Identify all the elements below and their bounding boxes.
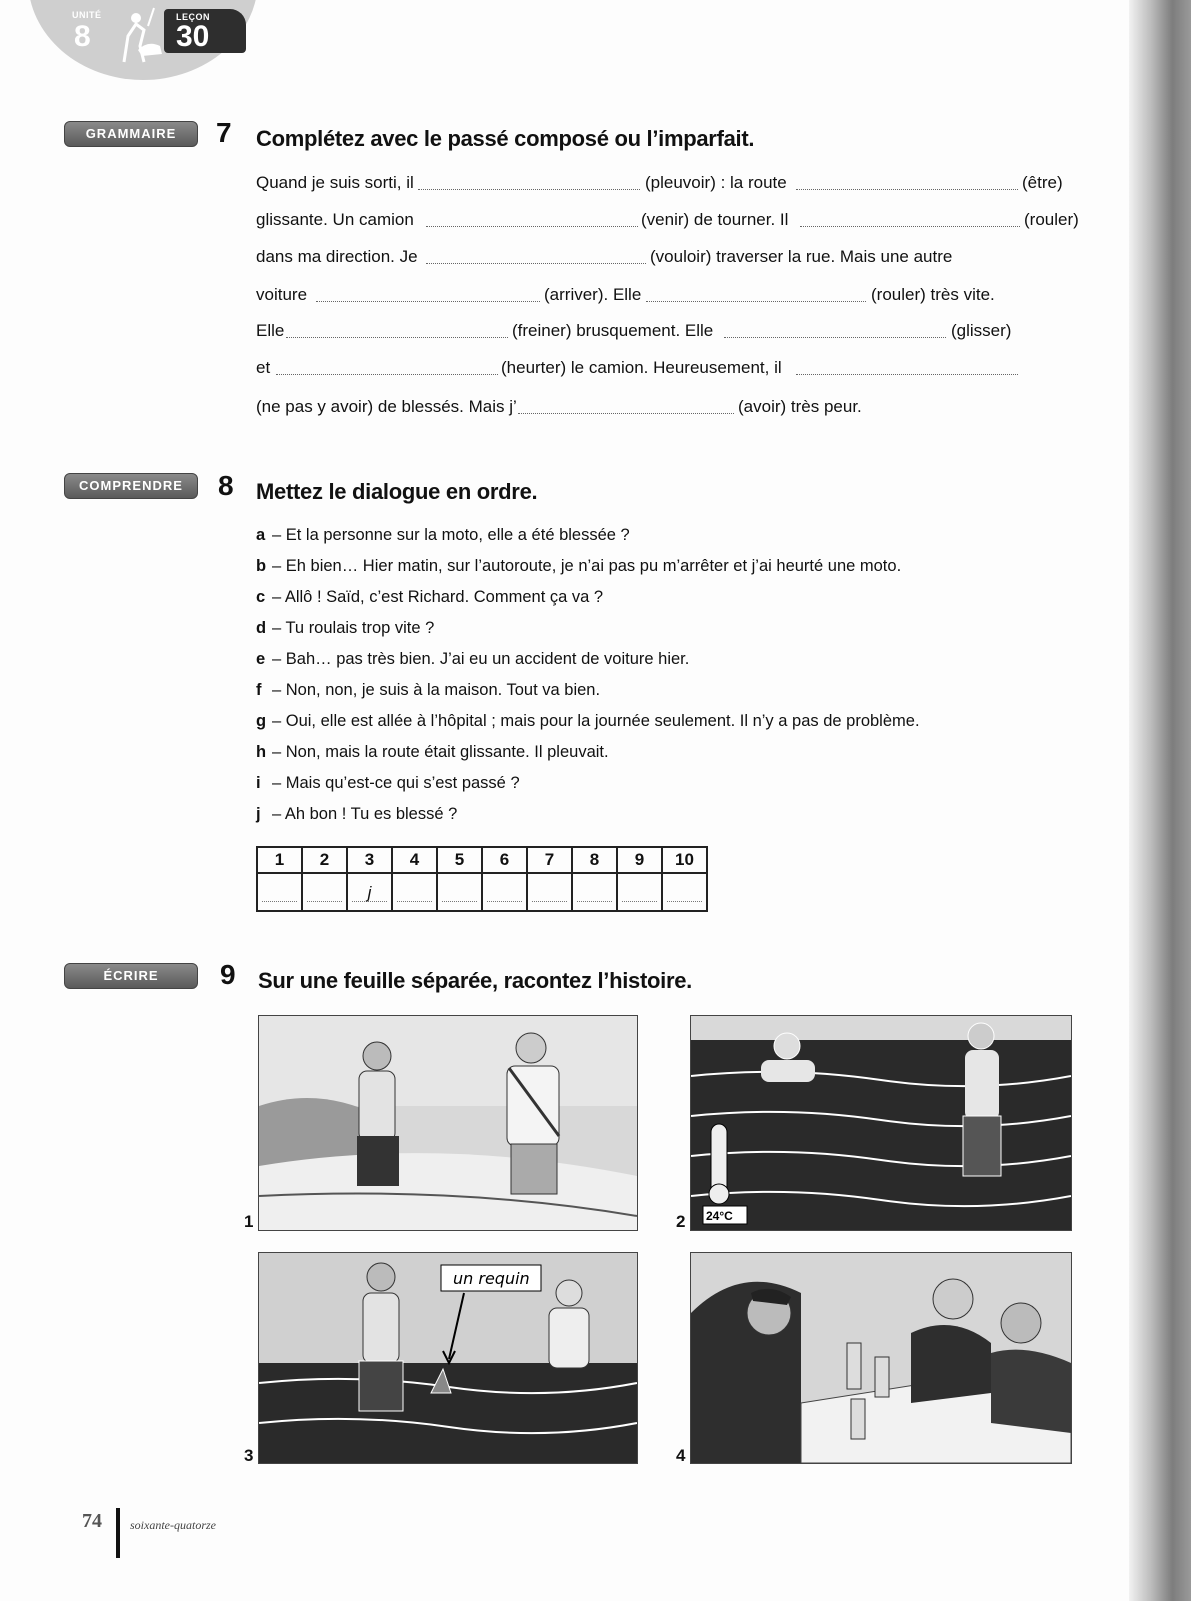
blank-heurter[interactable] bbox=[276, 374, 498, 375]
blank-arriver[interactable] bbox=[316, 301, 540, 302]
exercise-9-number: 9 bbox=[220, 959, 236, 990]
blank-venir[interactable] bbox=[426, 226, 638, 227]
answer-cell[interactable] bbox=[257, 873, 302, 911]
answer-cell[interactable] bbox=[437, 873, 482, 911]
unite-label: UNITÉ bbox=[72, 10, 102, 20]
page-number-divider bbox=[116, 1508, 120, 1558]
list-item: e – Bah… pas très bien. J’ai eu un accident de voiture hier. bbox=[256, 650, 690, 668]
exercise-8-number: 8 bbox=[218, 470, 234, 501]
panel-3-illustration bbox=[258, 1252, 638, 1464]
exercise-9-title: Sur une feuille séparée, racontez l’histoire. bbox=[258, 968, 692, 993]
panel-2-label: 2 bbox=[676, 1212, 686, 1231]
order-table bbox=[256, 846, 708, 912]
panel-3-caption: un requin bbox=[453, 1269, 530, 1288]
order-table-answers bbox=[257, 873, 707, 911]
order-table-header: 1 2 3 4 5 6 7 8 9 10 bbox=[257, 847, 707, 873]
list-item: d – Tu roulais trop vite ? bbox=[256, 619, 435, 637]
answer-cell[interactable] bbox=[572, 873, 617, 911]
blank-freiner[interactable] bbox=[286, 337, 508, 338]
blank-pleuvoir[interactable] bbox=[418, 189, 640, 190]
answer-cell[interactable] bbox=[662, 873, 707, 911]
panel-1-illustration bbox=[258, 1015, 638, 1231]
list-item: j – Ah bon ! Tu es blessé ? bbox=[256, 805, 458, 823]
panel-3-label: 3 bbox=[244, 1446, 254, 1465]
list-item: a – Et la personne sur la moto, elle a été blessée ? bbox=[256, 526, 630, 544]
lecon-number: 30 bbox=[176, 20, 210, 53]
ecrire-tag: ÉCRIRE bbox=[64, 963, 198, 989]
blank-etre[interactable] bbox=[796, 189, 1018, 190]
list-item: h – Non, mais la route était glissante. Il pleuvait. bbox=[256, 743, 609, 761]
lecon-label: LEÇON bbox=[176, 12, 210, 22]
blank-rouler-2[interactable] bbox=[646, 301, 866, 302]
answer-cell[interactable] bbox=[527, 873, 572, 911]
page-number-words: soixante-quatorze bbox=[130, 1518, 216, 1532]
list-item: c – Allô ! Saïd, c’est Richard. Comment ça va ? bbox=[256, 588, 604, 606]
blank-rouler-1[interactable] bbox=[800, 226, 1020, 227]
list-item: i – Mais qu’est-ce qui s’est passé ? bbox=[256, 774, 520, 792]
panel-1-label: 1 bbox=[244, 1212, 254, 1231]
grammaire-tag: GRAMMAIRE bbox=[64, 121, 198, 147]
header-illustration-icon bbox=[114, 6, 168, 64]
answer-cell[interactable] bbox=[482, 873, 527, 911]
answer-cell[interactable] bbox=[302, 873, 347, 911]
exercise-7-number: 7 bbox=[216, 117, 232, 148]
list-item: b – Eh bien… Hier matin, sur l’autoroute, je n’ai pas pu m’arrêter et j’ai heurté une moto. bbox=[256, 557, 902, 575]
panel-2-temperature: 24°C bbox=[706, 1209, 733, 1223]
exercise-7-title: Complétez avec le passé composé ou l’imparfait. bbox=[256, 126, 755, 151]
blank-glisser[interactable] bbox=[724, 337, 946, 338]
answer-cell[interactable] bbox=[392, 873, 437, 911]
unite-number: 8 bbox=[74, 20, 91, 53]
blank-avoir[interactable] bbox=[518, 413, 734, 414]
answer-cell[interactable] bbox=[617, 873, 662, 911]
exercise-8-title: Mettez le dialogue en ordre. bbox=[256, 479, 538, 504]
list-item: g – Oui, elle est allée à l’hôpital ; mais pour la journée seulement. Il n’y a pas de problème. bbox=[256, 712, 920, 730]
blank-ne-pas-y-avoir[interactable] bbox=[796, 374, 1018, 375]
answer-cell[interactable]: j bbox=[347, 873, 392, 911]
blank-vouloir[interactable] bbox=[426, 263, 646, 264]
page-number: 74 bbox=[82, 1510, 102, 1532]
comprendre-tag: COMPRENDRE bbox=[64, 473, 198, 499]
page-edge-shadow bbox=[1129, 0, 1191, 1601]
panel-4-illustration bbox=[690, 1252, 1072, 1464]
panel-2-illustration bbox=[690, 1015, 1072, 1231]
list-item: f – Non, non, je suis à la maison. Tout va bien. bbox=[256, 681, 601, 699]
panel-4-label: 4 bbox=[676, 1446, 686, 1465]
